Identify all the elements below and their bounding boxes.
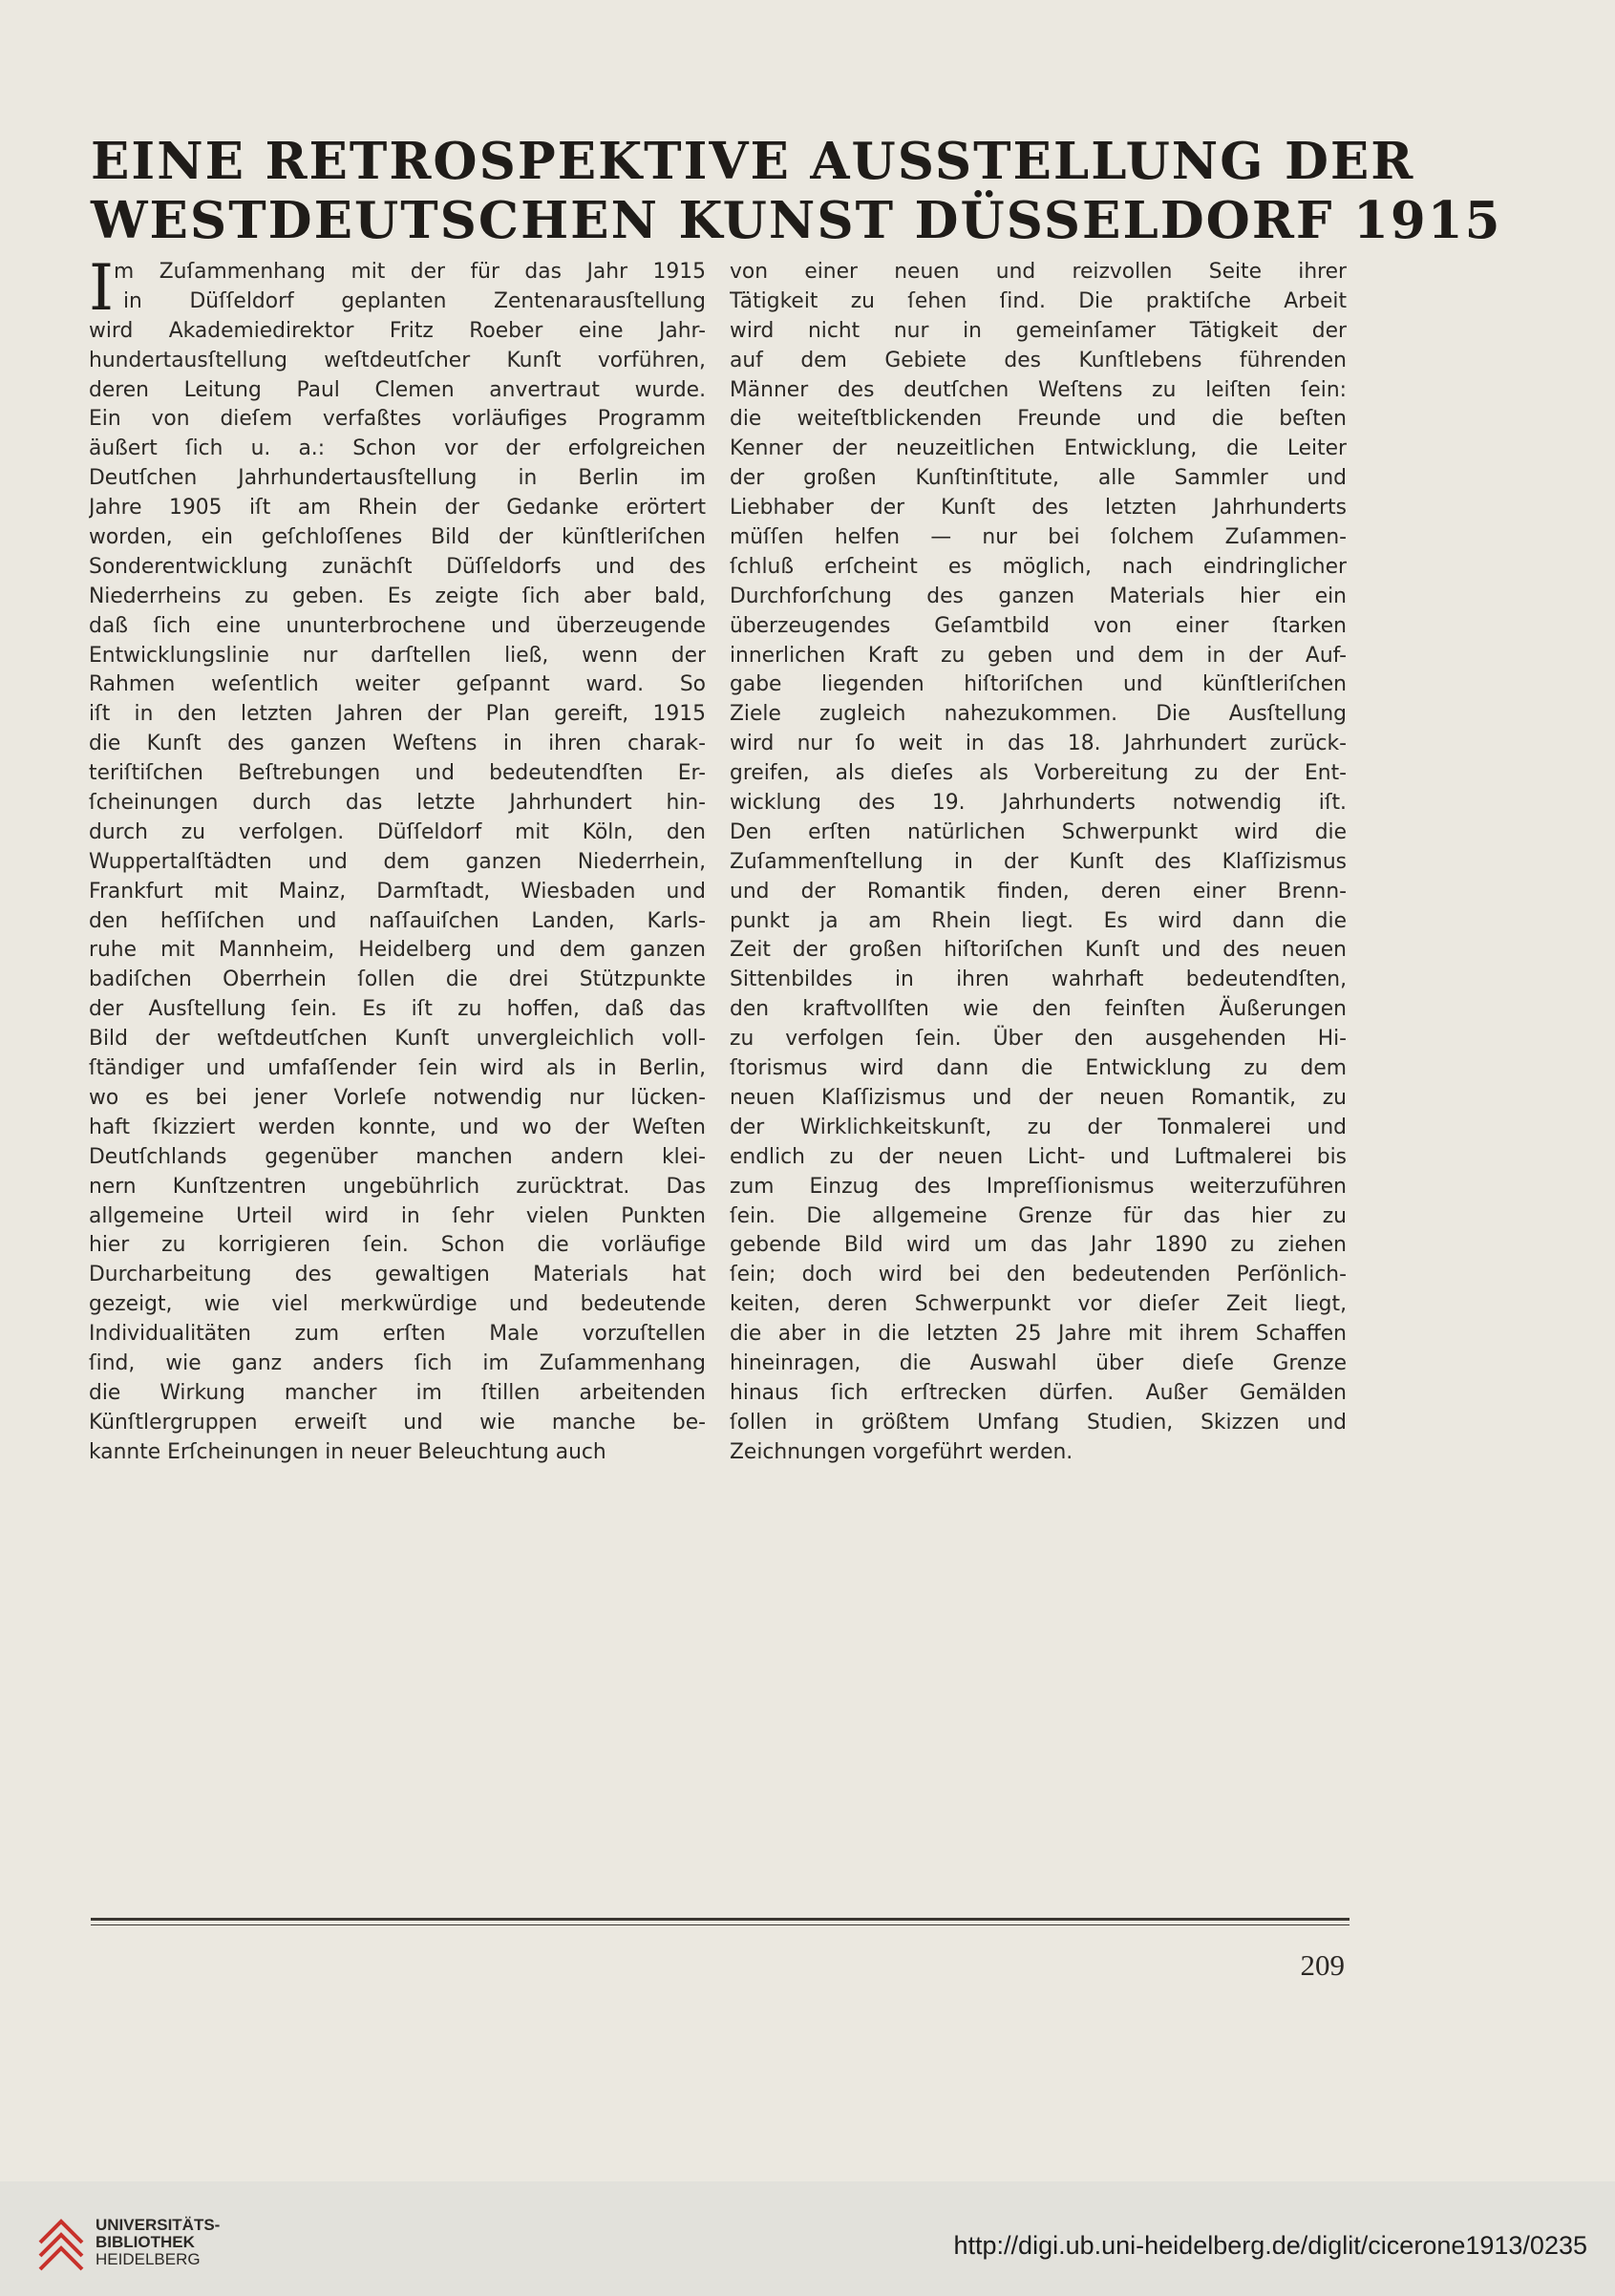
text-line: ſtorismus wird dann die Entwicklung zu dem [730,1056,1347,1081]
page-number: 209 [1300,1948,1345,1982]
text-line: Den erſten natürlichen Schwerpunkt wird die [730,819,1347,844]
text-line: gebende Bild wird um das Jahr 1890 zu ziehen [730,1233,1347,1258]
text-line: wird nur ſo weit in das 18. Jahrhundert zurück- [730,732,1347,756]
text-line: Rahmen weſentlich weiter geſpannt ward. So [89,672,706,697]
text-line: allgemeine Urteil wird in ſehr vielen Punkten [89,1203,706,1228]
text-line: Künſtlergruppen erweiſt und wie manche be- [89,1410,706,1435]
text-line: Bild der weſtdeutſchen Kunſt unvergleichlich voll- [89,1027,706,1052]
text-line: zum Einzug des Impreſſionismus weiterzuführen [730,1174,1347,1199]
text-line: haft ſkizziert werden konnte, und wo der Weſten [89,1115,706,1139]
text-line: Durcharbeitung des gewaltigen Materials hat [89,1263,706,1287]
text-line: hier zu korrigieren ſein. Schon die vorläufige [89,1233,706,1258]
text-line: Tätigkeit zu ſehen ſind. Die praktiſche Arbeit [730,288,1347,313]
text-line: ſollen in größtem Umfang Studien, Skizzen und [730,1410,1347,1435]
text-line: müſſen helfen — nur bei ſolchem Zuſammen- [730,525,1347,550]
text-line: daß ſich eine ununterbrochene und überzeugende [89,613,706,638]
text-line: Zuſammenſtellung in der Kunſt des Klaſſizismus [730,849,1347,874]
library-name [96,2217,287,2268]
article-title [91,132,1502,250]
text-line: kannte Erſcheinungen in neuer Beleuchtung auch [89,1439,606,1464]
text-line: ruhe mit Mannheim, Heidelberg und dem ganzen [89,938,706,963]
text-line: in Düſſeldorf geplanten Zentenarausſtellung [123,288,706,313]
text-line: Niederrheins zu geben. Es zeigte ſich aber bald, [89,584,706,608]
text-line: gezeigt, wie viel merkwürdige und bedeutende [89,1292,706,1317]
text-line: und der Romantik finden, deren einer Brenn- [730,879,1347,904]
text-line: der Ausſtellung ſein. Es iſt zu hoffen, daß das [89,997,706,1022]
text-line: hineinragen, die Auswahl über dieſe Grenze [730,1350,1347,1375]
title-line: WESTDEUTSCHEN KUNST DÜSSELDORF 1915 [91,191,1502,250]
text-line: Sittenbildes in ihren wahrhaft bedeutendſten, [730,967,1347,992]
text-line: Sonderentwicklung zunächſt Düſſeldorfs und des [89,554,706,579]
text-line: endlich zu der neuen Licht- und Luftmalerei bis [730,1144,1347,1169]
text-line: wird Akademiedirektor Fritz Roeber eine Jahr- [89,318,706,343]
text-line: der Wirklichkeitskunſt, zu der Tonmalerei und [730,1115,1347,1139]
text-line: hundertausſtellung weſtdeutſcher Kunſt vorführen, [89,348,706,372]
text-line: m Zuſammenhang mit der für das Jahr 1915 [114,260,706,284]
text-line: teriſtiſchen Beſtrebungen und bedeutendſten Er- [89,761,706,786]
text-line: wird nicht nur in gemeinſamer Tätigkeit der [730,318,1347,343]
text-line: greifen, als dieſes als Vorbereitung zu der Ent- [730,761,1347,786]
text-line: Zeichnungen vorgeführt werden. [730,1439,1073,1464]
text-line: badiſchen Oberrhein ſollen die drei Stützpunkte [89,967,706,992]
text-line: Deutſchlands gegenüber manchen andern klei- [89,1144,706,1169]
text-line: überzeugendes Geſamtbild von einer ſtarken [730,613,1347,638]
library-name-line: UNIVERSITÄTS- [96,2216,221,2234]
footer-rule-thick [91,1918,1349,1921]
text-line: nern Kunſtzentren ungebührlich zurücktrat. Das [89,1174,706,1199]
library-name-line: BIBLIOTHEK [96,2233,195,2251]
text-line: ſchluß erſcheint es möglich, nach eindringlicher [730,554,1347,579]
text-line: Frankfurt mit Mainz, Darmſtadt, Wiesbaden und [89,879,706,904]
text-line: Individualitäten zum erſten Male vorzuſtellen [89,1322,706,1347]
text-line: innerlichen Kraft zu geben und dem in der Auf- [730,643,1347,668]
text-line: von einer neuen und reizvollen Seite ihrer [730,260,1347,284]
text-line: äußert ſich u. a.: Schon vor der erfolgreichen [89,436,706,461]
text-line: Entwicklungslinie nur darſtellen ließ, wenn der [89,643,706,668]
text-line: Jahre 1905 iſt am Rhein der Gedanke erörtert [89,496,706,521]
text-line: durch zu verfolgen. Düſſeldorf mit Köln, den [89,819,706,844]
text-line: Kenner der neuzeitlichen Entwicklung, die Leiter [730,436,1347,461]
library-name-line: HEIDELBERG [96,2250,201,2268]
source-url[interactable]: http://digi.ub.uni-heidelberg.de/diglit/cicerone1913/0235 [953,2231,1587,2260]
text-line: den kraftvollſten wie den feinſten Äußerungen [730,997,1347,1022]
text-line: ſcheinungen durch das letzte Jahrhundert hin- [89,791,706,816]
text-line: hinaus ſich erſtrecken dürfen. Außer Gemälden [730,1380,1347,1405]
text-line: Durchforſchung des ganzen Materials hier ein [730,584,1347,608]
text-line: Zeit der großen hiſtoriſchen Kunſt und des neuen [730,938,1347,963]
university-library-logo-icon [34,2206,88,2273]
text-line: Ziele zugleich nahezukommen. Die Ausſtellung [730,702,1347,727]
text-line: Ein von dieſem verfaßtes vorläufiges Programm [89,407,706,432]
text-line: wo es bei jener Vorleſe notwendig nur lücken- [89,1085,706,1110]
text-line: zu verfolgen ſein. Über den ausgehenden Hi- [730,1027,1347,1052]
text-line: Männer des deutſchen Weſtens zu leiſten ſein: [730,377,1347,402]
text-line: gabe liegenden hiſtoriſchen und künſtleriſchen [730,672,1347,697]
text-line: neuen Klaſſizismus und der neuen Romantik, zu [730,1085,1347,1110]
text-line: ſind, wie ganz anders ſich im Zuſammenhang [89,1350,706,1375]
text-line: wicklung des 19. Jahrhunderts notwendig iſt. [730,791,1347,816]
text-line: iſt in den letzten Jahren der Plan gereift, 1915 [89,702,706,727]
text-line: der großen Kunſtinſtitute, alle Sammler und [730,466,1347,491]
text-line: punkt ja am Rhein liegt. Es wird dann die [730,908,1347,933]
text-line: die weiteſtblickenden Freunde und die beſten [730,407,1347,432]
text-line: auf dem Gebiete des Kunſtlebens führenden [730,348,1347,372]
text-line: ſtändiger und umfaſſender ſein wird als in Berlin, [89,1056,706,1081]
footer-rule-thin [91,1924,1349,1925]
text-line: die Kunſt des ganzen Weſtens in ihren charak- [89,732,706,756]
text-line: die Wirkung mancher im ſtillen arbeitenden [89,1380,706,1405]
text-line: keiten, deren Schwerpunkt vor dieſer Zeit liegt, [730,1292,1347,1317]
text-line: ſein; doch wird bei den bedeutenden Perſönlich- [730,1263,1347,1287]
text-line: deren Leitung Paul Clemen anvertraut wurde. [89,377,706,402]
left-column [89,251,706,1468]
title-line: EINE RETROSPEKTIVE AUSSTELLUNG DER [91,132,1415,191]
text-line: die aber in die letzten 25 Jahre mit ihrem Schaffen [730,1322,1347,1347]
text-line: Wuppertalſtädten und dem ganzen Niederrhein, [89,849,706,874]
text-line: Deutſchen Jahrhundertausſtellung in Berlin im [89,466,706,491]
right-column [730,258,1347,1468]
text-line: worden, ein geſchloſſenes Bild der künſtleriſchen [89,525,706,550]
text-line: den heſſiſchen und naſſauiſchen Landen, Karls- [89,908,706,933]
text-line: Liebhaber der Kunſt des letzten Jahrhunderts [730,496,1347,521]
text-line: ſein. Die allgemeine Grenze für das hier zu [730,1203,1347,1228]
drop-cap: I [89,251,115,325]
